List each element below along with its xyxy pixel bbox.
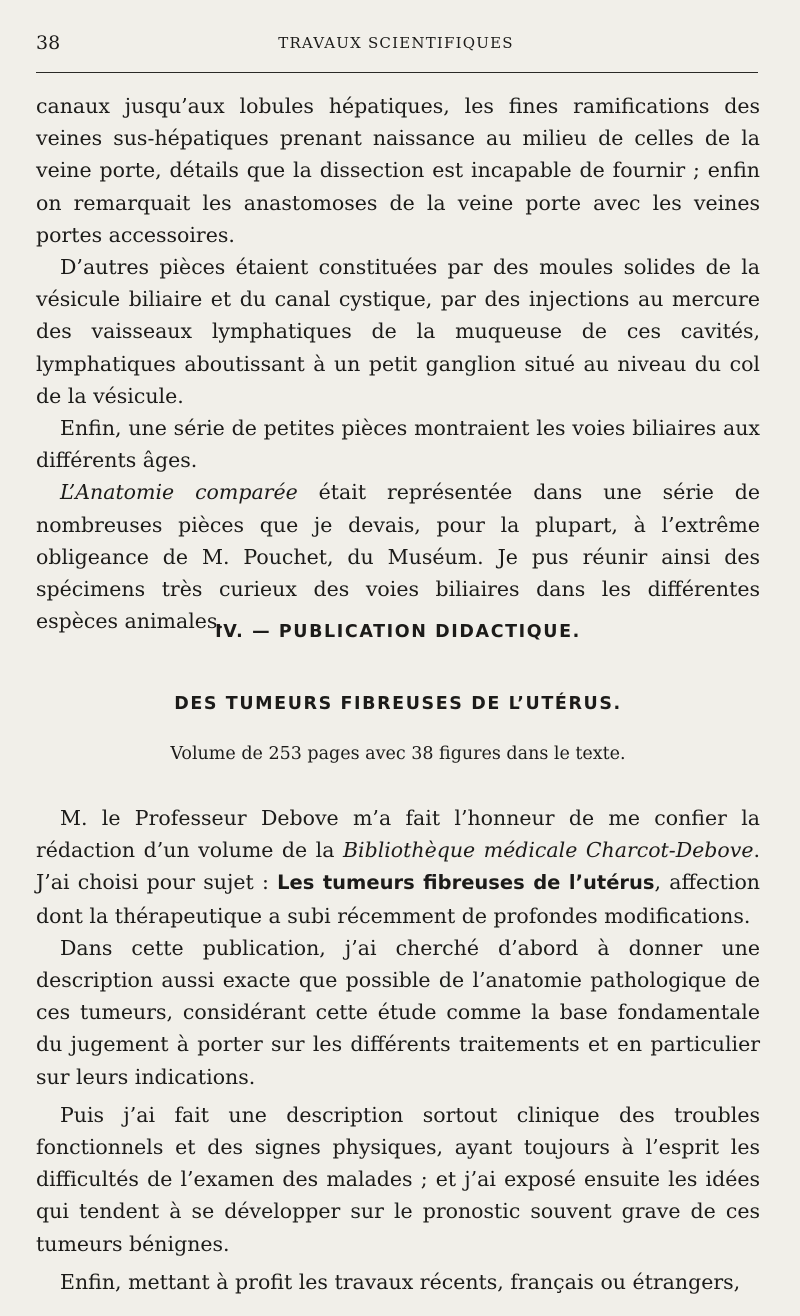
page-number: 38: [36, 32, 61, 54]
book-subtitle: Volume de 253 pages avec 38 figures dans le texte.: [170, 744, 626, 764]
paragraph-7: Puis j’ai fait une description sortout clinique des troubles fonctionnels et des signes physiques, ayant toujours à l’esprit les difficultés de l’examen des malades ; et j’ai exposé ensuite les idées qui tendent à se développer sur le pronostic souvent grave de ces tumeurs bénignes.: [36, 1102, 760, 1256]
book-title: DES TUMEURS FIBREUSES DE L’UTÉRUS.: [174, 694, 622, 714]
paragraph-8: Enfin, mettant à profit les travaux récents, français ou étrangers,: [60, 1269, 741, 1294]
paragraph-6: Dans cette publication, j’ai cherché d’abord à donner une description aussi exacte que possible de l’anatomie pathologique de ces tumeurs, considérant cette étude comme la base fondamentale du jugement à porter sur les différents traitements et en particulier sur leurs indications.: [36, 935, 760, 1089]
bibliotheque-title-italic: Bibliothèque médicale Charcot-Debove: [342, 838, 754, 863]
paragraph-3: Enfin, une série de petites pièces montraient les voies biliaires aux différents âges.: [36, 416, 760, 473]
subject-bold: Les tumeurs fibreuses de l’utérus: [277, 871, 655, 895]
paragraph-4-text: était représentée dans une série de nombreuses pièces que je devais, pour la plupart, à l’extrême obligeance de M. Pouchet, du Muséum. Je pus réunir ainsi des spécimens très curieux des voies biliaires dans les différentes espèces animales.: [36, 480, 761, 634]
anatomie-comparee-italic: L’Anatomie comparée: [60, 480, 298, 505]
paragraph-4: [36, 476, 760, 637]
header-rule: [36, 72, 758, 73]
paragraph-5-part-b: . J’ai choisi pour sujet :: [36, 838, 761, 895]
paragraph-5: [36, 802, 760, 932]
paragraph-5-part-c: , affection dont la thérapeutique a subi récemment de profondes modifications.: [36, 870, 761, 928]
running-head: TRAVAUX SCIENTIFIQUES: [278, 34, 514, 52]
paragraph-2: D’autres pièces étaient constituées par des moules solides de la vésicule biliaire et du canal cystique, par des injections au mercure des vaisseaux lymphatiques de la muqueuse de ces cavités, lymphatiques aboutissant à un petit ganglion situé au niveau du col de la vésicule.: [36, 255, 760, 408]
paragraph-1: canaux jusqu’aux lobules hépatiques, les fines ramifications des veines sus-hépatiques prenant naissance au milieu de celles de la veine porte, détails que la dissection est incapable de fournir ; enfin on remarquait les anastomoses de la veine porte avec les veines portes accessoires.: [36, 94, 760, 247]
page-header: [36, 30, 756, 58]
top-text-block: [36, 90, 760, 637]
paragraph-5-part-a: M. le Professeur Debove m’a fait l’honneur de me confier la rédaction d’un volume de la: [36, 806, 760, 863]
section-heading: IV. — PUBLICATION DIDACTIQUE.: [215, 622, 581, 642]
bottom-text-block: [36, 802, 760, 1298]
